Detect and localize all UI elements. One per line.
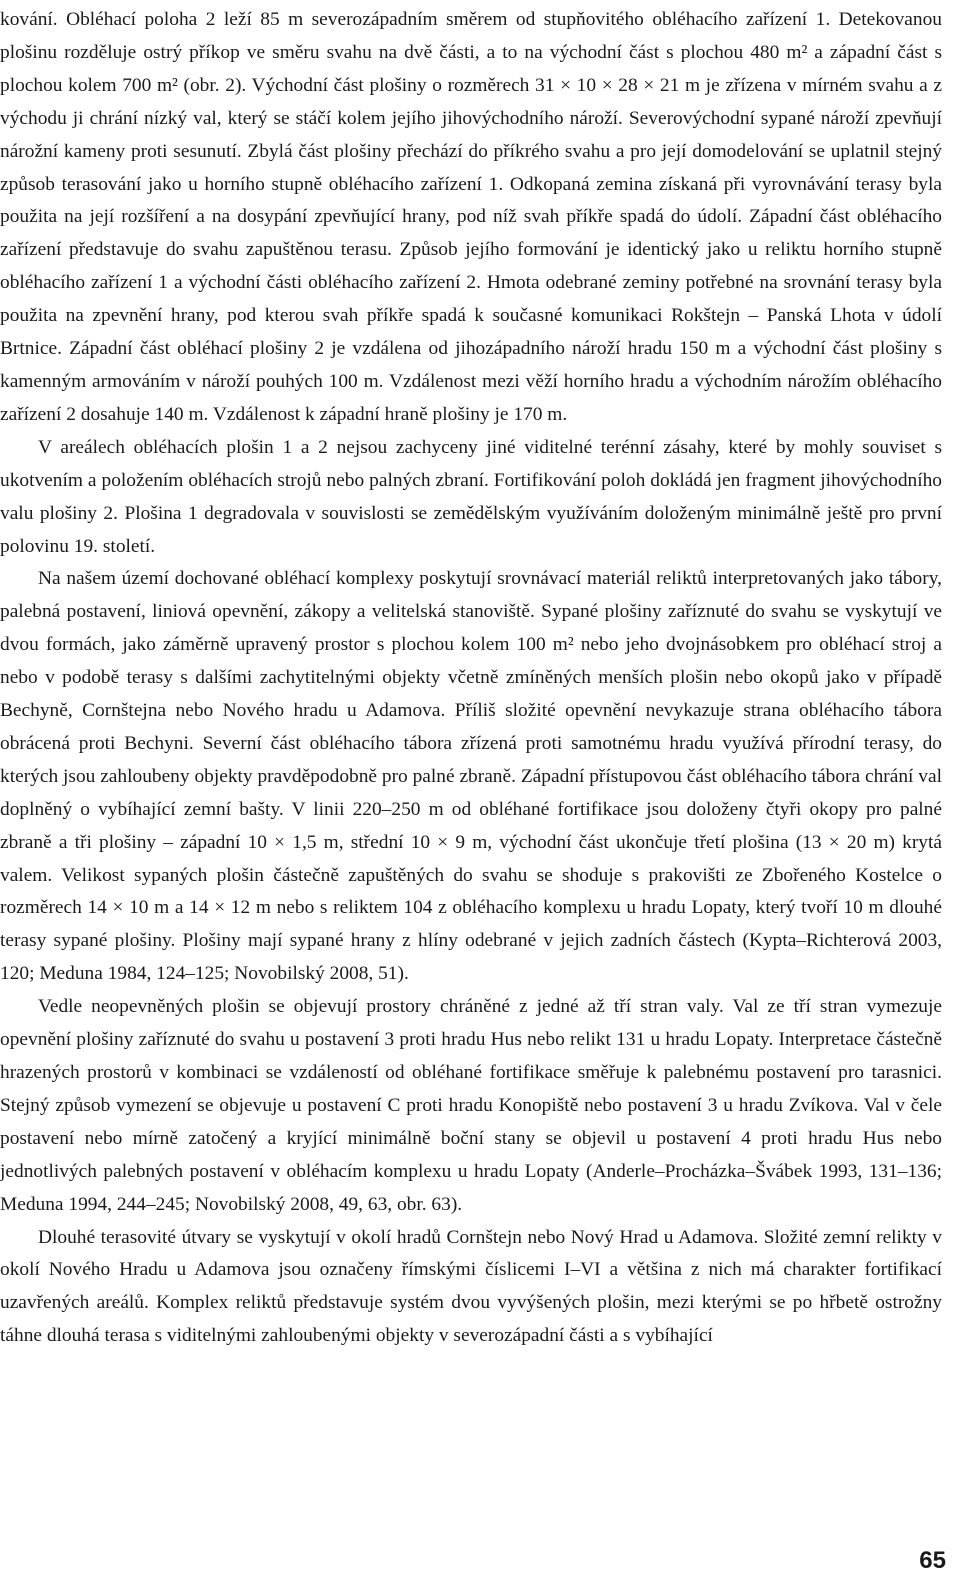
paragraph: kování. Obléhací poloha 2 leží 85 m severozápadním směrem od stupňovitého obléhacího zařízení 1. Detekovanou plošinu rozděluje ostrý příkop ve směru svahu na dvě části, a to na východní část s plochou 480 m² a západní část s plochou kolem 700 m² (obr. 2). Východní část plošiny o rozměrech 31 × 10 × 28 × 21 m je zřízena v mírném svahu a z východu ji chrání nízký val, který se stáčí kolem jejího jihovýchodního nároží. Severovýchodní sypané nároží zpevňují nárožní kameny proti sesunutí. Zbylá část plošiny přechází do příkrého svahu a pro její domodelování se uplatnil stejný způsob terasování jako u horního stupně obléhacího zařízení 1. Odkopaná zemina získaná při vyrovnávání terasy byla použita na její rozšíření a na dosypání zpevňující hrany, pod níž svah příkře spadá do údolí. Západní část obléhacího zařízení představuje do svahu zapuštěnou terasu. Způsob jejího formování je identický jako u reliktu horního stupně obléhacího zařízení 1 a východní části obléhacího zařízení 2. Hmota odebrané zeminy potřebné na srovnání terasy byla použita na zpevnění hrany, pod kterou svah příkře spadá k současné komunikaci Rokštejn – Panská Lhota v údolí Brtnice. Západní část obléhací plošiny 2 je vzdálena od jihozápadního nároží hradu 150 m a východní část plošiny s kamenným armováním v nároží pouhých 100 m. Vzdálenost mezi věží horního hradu a východním nárožím obléhacího zařízení 2 dosahuje 140 m. Vzdálenost k západní hraně plošiny je 170 m. <box>0 9 942 425</box>
paragraph: V areálech obléhacích plošin 1 a 2 nejsou zachyceny jiné viditelné terénní zásahy, které by mohly souviset s ukotvením a položením obléhacích strojů nebo palných zbraní. Fortifikování poloh dokládá jen fragment jihovýchodního valu plošiny 2. Plošina 1 degradovala v souvislosti se zemědělským využíváním doloženým minimálně ještě pro první polovinu 19. století. <box>0 436 942 557</box>
paragraph: Na našem území dochované obléhací komplexy poskytují srovnávací materiál reliktů interpretovaných jako tábory, palebná postavení, liniová opevnění, zákopy a velitelská stanoviště. Sypané plošiny zaříznuté do svahu se vyskytují ve dvou formách, jako záměrně upravený prostor s plochou kolem 100 m² nebo jeho dvojnásobkem pro obléhací stroj a nebo v podobě terasy s dalšími zachytitelnými objekty včetně zmíněných menších plošin nebo okopů jako v případě Bechyně, Cornštejna nebo Nového hradu u Adamova. Příliš složité opevnění nevykazuje strana obléhacího tábora obrácená proti Bechyni. Severní část obléhacího tábora zřízená proti samotnému hradu využívá přírodní terasy, do kterých jsou zahloubeny objekty pravděpodobně pro palné zbraně. Západní přístupovou část obléhacího tábora chrání val doplněný o vybíhající zemní bašty. V linii 220–250 m od obléhané fortifikace jsou doloženy čtyři okopy pro palné zbraně a tři plošiny – západní 10 × 1,5 m, střední 10 × 9 m, východní část ukončuje třetí plošina (13 × 20 m) krytá valem. Velikost sypaných plošin částečně zapuštěných do svahu se shoduje s prakovišti ze Zbořeného Kostelce o rozměrech 14 × 10 m a 14 × 12 m nebo s reliktem 104 z obléhacího komplexu u hradu Lopaty, který tvoří 10 m dlouhé terasy sypané plošiny. Plošiny mají sypané hrany z hlíny odebrané v jejich zadních částech (Kypta–Richterová 2003, 120; Meduna 1984, 124–125; Novobilský 2008, 51). <box>0 568 942 985</box>
paragraph: Dlouhé terasovité útvary se vyskytují v okolí hradů Cornštejn nebo Nový Hrad u Adamova. Složité zemní relikty v okolí Nového Hradu u Adamova jsou označeny římskými číslicemi I–VI a většina z nich má charakter fortifikací uzavřených areálů. Komplex reliktů představuje systém dvou vyvýšených plošin, mezi kterými se po hřbetě ostrožny táhne dlouhá terasa s viditelnými zahloubenými objekty v severozápadní části a s vybíhající <box>0 1226 942 1347</box>
page-number: 65 <box>919 1547 946 1574</box>
paragraph: Vedle neopevněných plošin se objevují prostory chráněné z jedné až tří stran valy. Val ze tří stran vymezuje opevnění plošiny zaříznuté do svahu u postavení 3 proti hradu Hus nebo relikt 131 u hradu Lopaty. Interpretace částečně hrazených prostorů v kombinaci se vzdáleností od obléhané fortifikace směřuje k palebnému postavení pro tarasnici. Stejný způsob vymezení se objevuje u postavení C proti hradu Konopiště nebo postavení 3 u hradu Zvíkova. Val v čele postavení nebo mírně zatočený a kryjící minimálně boční stany se objevil u postavení 4 proti hradu Hus nebo jednotlivých palebných postavení v obléhacím komplexu u hradu Lopaty (Anderle–Procházka–Švábek 1993, 131–136; Meduna 1994, 244–245; Novobilský 2008, 49, 63, obr. 63). <box>0 996 942 1215</box>
